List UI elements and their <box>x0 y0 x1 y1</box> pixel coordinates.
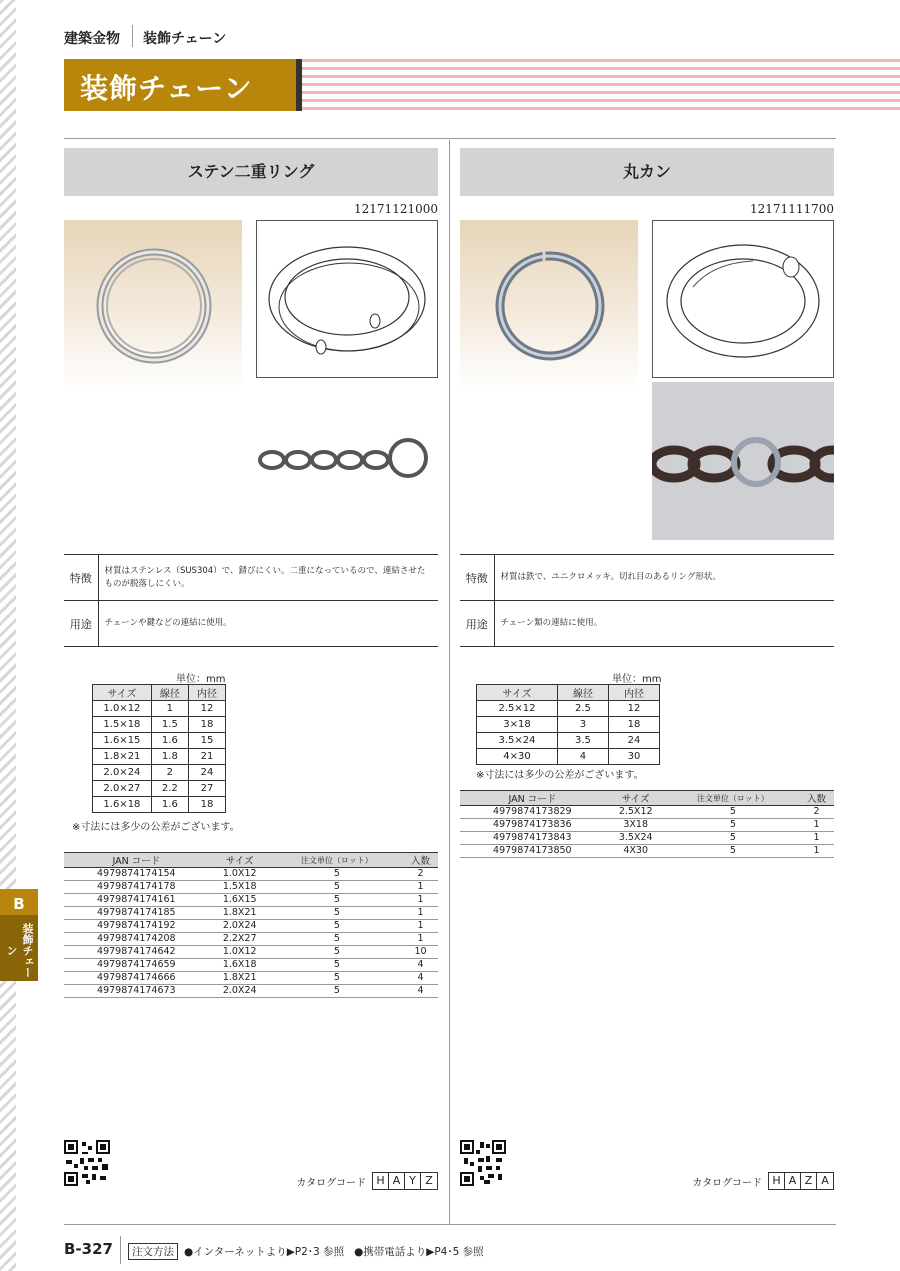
qr-code-icon[interactable] <box>64 1140 110 1186</box>
qty-cell: 4 <box>403 972 438 985</box>
table-row <box>477 717 660 733</box>
catalog-code <box>296 1172 438 1190</box>
wire-cell: 1.6 <box>151 797 188 813</box>
features-text: 材質は鉄で、ユニクロメッキ。切れ目のあるリング形状。 <box>494 555 834 601</box>
section-top-line <box>64 138 836 139</box>
catalog-char: Z <box>801 1173 817 1189</box>
qty-cell: 2 <box>403 868 438 881</box>
product-line-drawing <box>256 220 438 378</box>
chain-with-ring-icon <box>256 418 438 498</box>
lot-cell: 5 <box>271 946 403 959</box>
size-cell: 2.5X12 <box>605 806 667 819</box>
mobile-order-link[interactable]: ●携帯電話より▶P4･5 参照 <box>354 1246 484 1258</box>
usage-text: チェーン類の連結に使用。 <box>494 601 834 647</box>
size-cell: 1.5×18 <box>93 717 152 733</box>
wire-cell: 2.5 <box>557 701 608 717</box>
wire-cell: 1.6 <box>151 733 188 749</box>
product-line-drawing <box>652 220 834 378</box>
table-row <box>460 845 834 858</box>
size-cell: 3×18 <box>477 717 558 733</box>
size-cell: 3.5X24 <box>605 832 667 845</box>
table-row <box>64 894 438 907</box>
features-text: 材質はステンレス（SUS304）で、錆びにくい。二重になっているので、連結させたものが脱落しにくい。 <box>98 555 438 601</box>
jan-cell: 4979874174659 <box>64 959 209 972</box>
jan-cell: 4979874173836 <box>460 819 605 832</box>
wire-cell: 2 <box>151 765 188 781</box>
title-band <box>64 59 900 111</box>
inner-diameter-header: 内径 <box>608 685 659 701</box>
qty-cell: 4 <box>403 985 438 998</box>
catalog-char: Z <box>425 1174 433 1187</box>
product-info-table <box>64 554 438 647</box>
size-cell: 1.6X15 <box>209 894 271 907</box>
features-row <box>64 555 438 601</box>
product-photo <box>460 220 638 390</box>
round-ring-photo-icon <box>460 220 638 390</box>
left-edge-stripe <box>0 0 16 1271</box>
lot-cell: 5 <box>667 832 799 845</box>
inner-cell: 12 <box>608 701 659 717</box>
wire-cell: 1.8 <box>151 749 188 765</box>
lot-cell: 5 <box>271 972 403 985</box>
wire-cell: 2.2 <box>151 781 188 797</box>
features-label: 特徴 <box>64 555 98 601</box>
table-row <box>64 907 438 920</box>
footer-separator <box>120 1236 121 1264</box>
jan-cell: 4979874174642 <box>64 946 209 959</box>
product-info-table <box>460 554 834 647</box>
lot-cell: 5 <box>667 819 799 832</box>
inner-cell: 18 <box>188 717 225 733</box>
wire-cell: 4 <box>557 749 608 765</box>
qty-cell: 4 <box>403 959 438 972</box>
size-cell: 2.0×27 <box>93 781 152 797</box>
table-row <box>64 985 438 998</box>
table-row <box>93 781 226 797</box>
qty-cell: 1 <box>799 845 834 858</box>
qty-cell: 1 <box>403 881 438 894</box>
lot-cell: 5 <box>271 959 403 972</box>
inner-cell: 27 <box>188 781 225 797</box>
wire-diameter-header: 線径 <box>151 685 188 701</box>
product-code: 12171111700 <box>750 202 834 216</box>
size-cell: 1.6×15 <box>93 733 152 749</box>
size-cell: 3X18 <box>605 819 667 832</box>
jan-cell: 4979874173843 <box>460 832 605 845</box>
table-row <box>64 972 438 985</box>
usage-label: 用途 <box>460 601 494 647</box>
size-cell: 4×30 <box>477 749 558 765</box>
lot-cell: 5 <box>271 868 403 881</box>
section-letter: B <box>13 895 25 913</box>
breadcrumb-category[interactable]: 建築金物 <box>64 31 120 47</box>
size-cell: 3.5×24 <box>477 733 558 749</box>
size-table <box>92 684 226 813</box>
inner-cell: 12 <box>188 701 225 717</box>
qty-cell: 1 <box>403 933 438 946</box>
quantity-header: 入数 <box>799 791 834 806</box>
wire-cell: 1 <box>151 701 188 717</box>
jan-cell: 4979874174161 <box>64 894 209 907</box>
table-row <box>93 749 226 765</box>
table-row <box>64 868 438 881</box>
table-row <box>93 717 226 733</box>
qty-cell: 1 <box>403 907 438 920</box>
wire-cell: 3.5 <box>557 733 608 749</box>
footer-line <box>64 1224 836 1225</box>
inner-cell: 21 <box>188 749 225 765</box>
catalog-char: Y <box>405 1173 421 1189</box>
table-row <box>93 733 226 749</box>
catalog-char: H <box>373 1173 389 1189</box>
features-label: 特徴 <box>460 555 494 601</box>
product-column-round-ring <box>460 148 834 1218</box>
table-row <box>64 933 438 946</box>
breadcrumb-separator <box>132 25 133 47</box>
product-column-double-ring <box>64 148 438 1218</box>
qty-cell: 1 <box>799 832 834 845</box>
product-photo <box>64 220 242 390</box>
lot-cell: 5 <box>667 806 799 819</box>
breadcrumb <box>64 28 238 48</box>
usage-row <box>64 601 438 647</box>
chain-with-round-ring-icon <box>652 382 834 540</box>
inner-cell: 30 <box>608 749 659 765</box>
product-code: 12171121000 <box>354 202 438 216</box>
inner-diameter-header: 内径 <box>188 685 225 701</box>
size-cell: 2.0X24 <box>209 920 271 933</box>
order-info <box>128 1243 484 1260</box>
lot-cell: 5 <box>271 933 403 946</box>
size-cell: 4X30 <box>605 845 667 858</box>
product-name: 丸カン <box>460 148 834 196</box>
column-divider <box>449 140 450 1225</box>
lot-cell: 5 <box>271 907 403 920</box>
order-unit-header: 注文単位（ロット） <box>667 791 799 806</box>
section-label: 装飾チェーン <box>5 922 34 978</box>
jan-cell: 4979874174154 <box>64 868 209 881</box>
table-row <box>93 701 226 717</box>
jan-cell: 4979874174185 <box>64 907 209 920</box>
size-header: サイズ <box>477 685 558 701</box>
inner-cell: 24 <box>608 733 659 749</box>
qty-cell: 1 <box>403 920 438 933</box>
section-side-tab[interactable] <box>0 889 38 981</box>
page-title: 装飾チェーン <box>64 59 296 111</box>
size-cell: 2.5×12 <box>477 701 558 717</box>
table-row <box>64 959 438 972</box>
size-cell: 1.8×21 <box>93 749 152 765</box>
qty-cell: 1 <box>799 819 834 832</box>
size-cell: 1.8X21 <box>209 907 271 920</box>
order-method-label: 注文方法 <box>128 1243 178 1260</box>
jan-code-header: JAN コード <box>64 853 209 868</box>
wire-cell: 1.5 <box>151 717 188 733</box>
size-header: サイズ <box>93 685 152 701</box>
catalog-char: A <box>821 1174 829 1187</box>
usage-row <box>460 601 834 647</box>
lot-cell: 5 <box>667 845 799 858</box>
qr-code-icon[interactable] <box>460 1140 506 1186</box>
catalog-code-label: カタログコード <box>296 1177 366 1189</box>
table-row <box>460 832 834 845</box>
inner-cell: 18 <box>188 797 225 813</box>
table-row <box>460 819 834 832</box>
inner-cell: 15 <box>188 733 225 749</box>
table-row <box>460 806 834 819</box>
usage-label: 用途 <box>64 601 98 647</box>
tolerance-note: ※寸法には多少の公差がございます。 <box>476 770 644 781</box>
inner-cell: 18 <box>608 717 659 733</box>
table-row <box>64 920 438 933</box>
inner-cell: 24 <box>188 765 225 781</box>
wire-diameter-header: 線径 <box>557 685 608 701</box>
usage-text: チェーンや鍵などの連結に使用。 <box>98 601 438 647</box>
table-row <box>477 701 660 717</box>
round-ring-drawing-icon <box>653 221 833 377</box>
catalog-code-label: カタログコード <box>692 1177 762 1189</box>
table-row <box>64 946 438 959</box>
size-cell: 1.0X12 <box>209 868 271 881</box>
size-cell: 1.6X18 <box>209 959 271 972</box>
jan-cell: 4979874173829 <box>460 806 605 819</box>
quantity-header: 入数 <box>403 853 438 868</box>
jan-cell: 4979874174208 <box>64 933 209 946</box>
catalog-code-box <box>768 1172 834 1190</box>
lot-cell: 5 <box>271 985 403 998</box>
jan-size-header: サイズ <box>209 853 271 868</box>
jan-table <box>460 790 834 858</box>
lot-cell: 5 <box>271 881 403 894</box>
jan-cell: 4979874174673 <box>64 985 209 998</box>
page-number: B-327 <box>64 1240 113 1258</box>
jan-cell: 4979874174666 <box>64 972 209 985</box>
jan-cell: 4979874173850 <box>460 845 605 858</box>
double-ring-drawing-icon <box>257 221 437 377</box>
jan-size-header: サイズ <box>605 791 667 806</box>
title-stripes <box>302 59 900 111</box>
breadcrumb-current: 装飾チェーン <box>143 31 227 47</box>
table-row <box>477 733 660 749</box>
wire-cell: 3 <box>557 717 608 733</box>
table-row <box>477 749 660 765</box>
size-cell: 2.0×24 <box>93 765 152 781</box>
catalog-char: H <box>769 1173 785 1189</box>
size-cell: 1.6×18 <box>93 797 152 813</box>
jan-table <box>64 852 438 998</box>
size-table <box>476 684 660 765</box>
jan-code-header: JAN コード <box>460 791 605 806</box>
size-cell: 1.0×12 <box>93 701 152 717</box>
qty-cell: 2 <box>799 806 834 819</box>
catalog-char: A <box>785 1173 801 1189</box>
product-name: ステン二重リング <box>64 148 438 196</box>
catalog-code <box>692 1172 834 1190</box>
table-row <box>64 881 438 894</box>
chain-usage-photo <box>256 418 438 498</box>
table-row <box>93 765 226 781</box>
jan-cell: 4979874174192 <box>64 920 209 933</box>
lot-cell: 5 <box>271 920 403 933</box>
catalog-code-box <box>372 1172 438 1190</box>
features-row <box>460 555 834 601</box>
order-unit-header: 注文単位（ロット） <box>271 853 403 868</box>
size-cell: 1.5X18 <box>209 881 271 894</box>
double-ring-photo-icon <box>64 220 242 390</box>
qty-cell: 1 <box>403 894 438 907</box>
jan-cell: 4979874174178 <box>64 881 209 894</box>
size-cell: 2.2X27 <box>209 933 271 946</box>
section-tab-inner <box>0 915 38 981</box>
tolerance-note: ※寸法には多少の公差がございます。 <box>72 822 240 833</box>
size-cell: 1.8X21 <box>209 972 271 985</box>
unit-label: 単位：mm <box>612 674 662 685</box>
internet-order-link[interactable]: ●インターネットより▶P2･3 参照 <box>184 1246 345 1258</box>
catalog-char: A <box>389 1173 405 1189</box>
unit-label: 単位：mm <box>176 674 226 685</box>
lot-cell: 5 <box>271 894 403 907</box>
table-row <box>93 797 226 813</box>
qty-cell: 10 <box>403 946 438 959</box>
chain-usage-photo <box>652 382 834 540</box>
size-cell: 1.0X12 <box>209 946 271 959</box>
size-cell: 2.0X24 <box>209 985 271 998</box>
